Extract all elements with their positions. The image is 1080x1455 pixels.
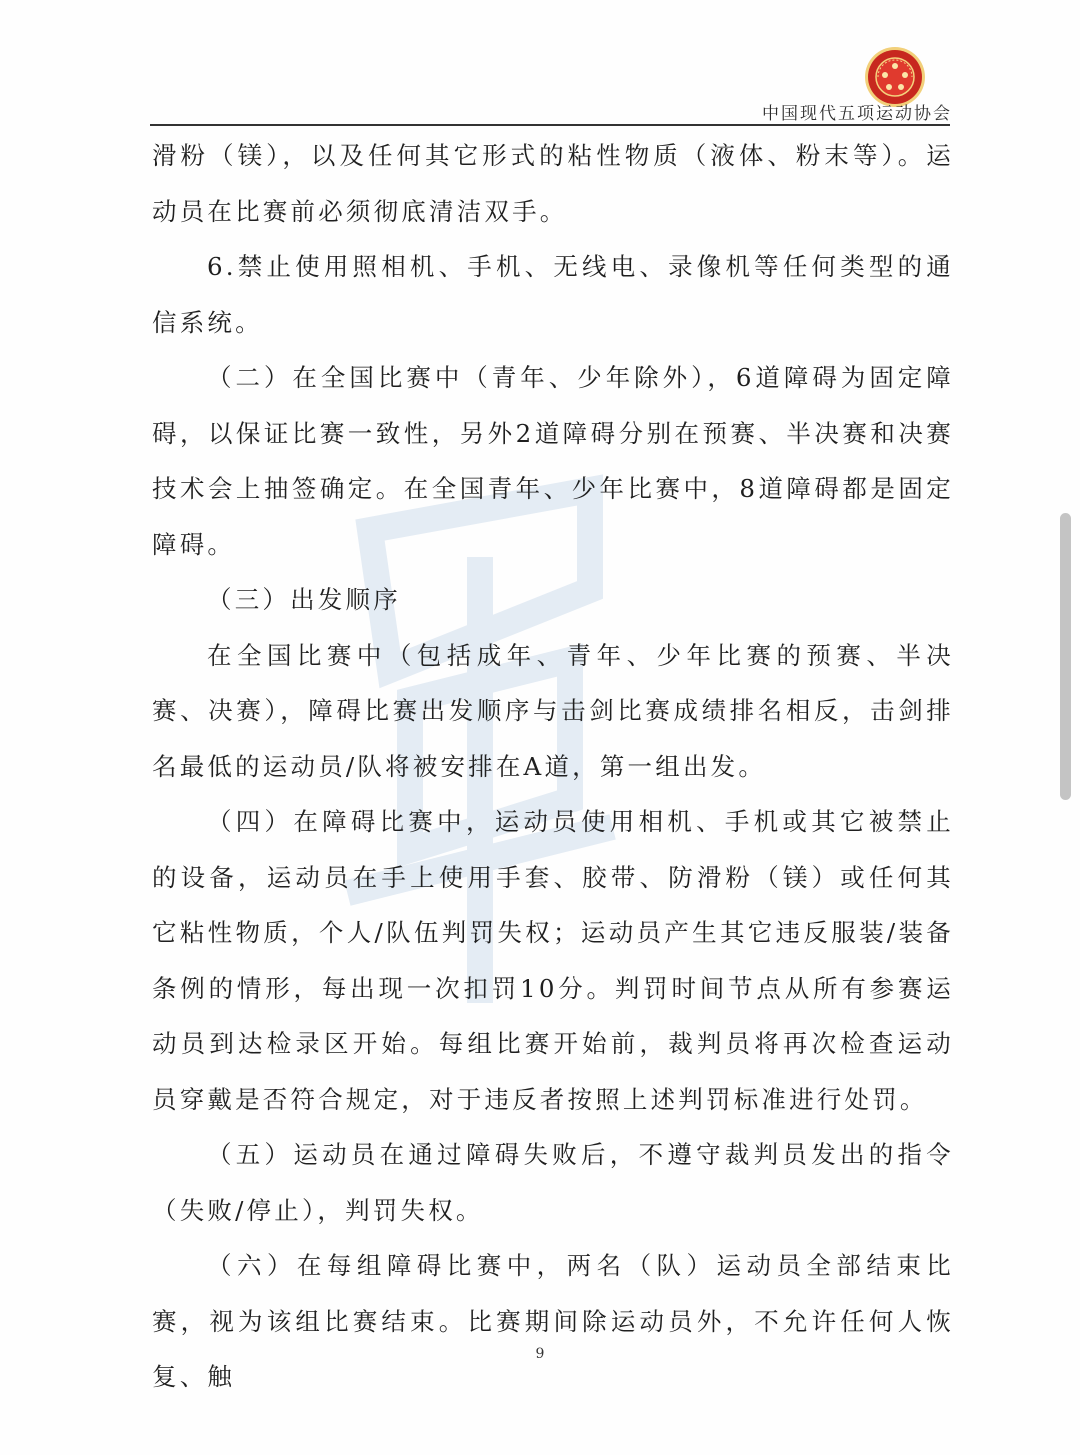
paragraph: （五）运动员在通过障碍失败后，不遵守裁判员发出的指令（失败/停止），判罚失权。 xyxy=(152,1140,954,1225)
header-rule xyxy=(150,124,950,126)
document-body xyxy=(152,128,954,1405)
paragraph: （六）在每组障碍比赛中，两名（队）运动员全部结束比赛，视为该组比赛结束。比赛期间除运动员外，不允许任何人恢复、触 xyxy=(152,1251,954,1391)
paragraph: （四）在障碍比赛中，运动员使用相机、手机或其它被禁止的设备，运动员在手上使用手套、胶带、防滑粉（镁）或任何其它粘性物质，个人/队伍判罚失权；运动员产生其它违反服装/装备条例的情形，每出现一次扣罚10分。判罚时间节点从所有参赛运动员到达检录区开始。每组比赛开始前，裁判员将再次检查运动员穿戴是否符合规定，对于违反者按照上述判罚标准进行处罚。 xyxy=(152,807,954,1114)
section-heading: （三）出发顺序 xyxy=(207,585,401,614)
paragraph: 在全国比赛中（包括成年、青年、少年比赛的预赛、半决赛、决赛），障碍比赛出发顺序与击剑比赛成绩排名相反，击剑排名最低的运动员/队将被安排在A道，第一组出发。 xyxy=(152,640,954,781)
paragraph: 6.禁止使用照相机、手机、无线电、录像机等任何类型的通信系统。 xyxy=(152,252,954,337)
paragraph: （二）在全国比赛中（青年、少年除外），6道障碍为固定障碍，以保证比赛一致性，另外2道障碍分别在预赛、半决赛和决赛技术会上抽签确定。在全国青年、少年比赛中，8道障碍都是固定障碍。 xyxy=(152,363,954,559)
org-name: 中国现代五项运动协会 xyxy=(762,104,952,124)
paragraph: 滑粉（镁），以及任何其它形式的粘性物质（液体、粉末等）。运动员在比赛前必须彻底清洁双手。 xyxy=(152,141,954,226)
page-number: 9 xyxy=(535,1346,545,1362)
vertical-scrollbar-thumb[interactable] xyxy=(1060,513,1071,800)
